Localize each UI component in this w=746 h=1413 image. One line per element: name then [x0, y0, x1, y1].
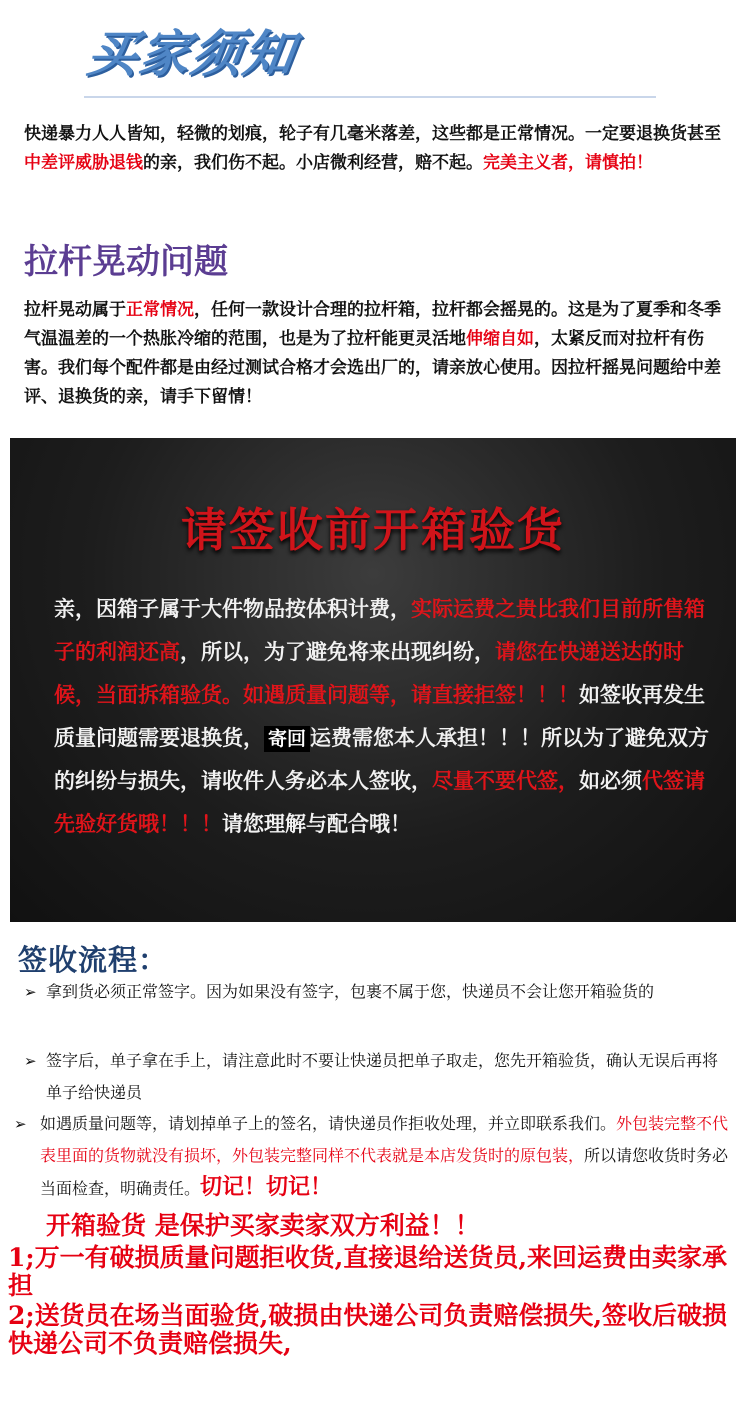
process-step-text: 如遇质量问题等，请划掉单子上的签名，请快递员作拒收处理，并立即联系我们。 — [40, 1114, 617, 1133]
title-divider — [84, 96, 656, 98]
process-step — [24, 976, 726, 1008]
banner-highlight: 尽量不要代签， — [432, 769, 579, 793]
banner-text: ，所以，为了避免将来出现纠纷， — [180, 640, 495, 664]
page-title: 买家须知 — [83, 25, 300, 83]
banner-text: 运费需您本人承担！！！所以为了避免双方的纠纷与损失，请收件人务必本人签收， — [54, 726, 710, 793]
intro-paragraph — [24, 120, 724, 178]
section-heading-handle: 拉杆晃动问题 — [24, 242, 228, 282]
process-step-text: 签字后，单子拿在手上，请注意此时不要让快递员把单子取走，您先开箱验货，确认无误后再将单子给快递员 — [46, 1051, 719, 1102]
inspection-banner — [10, 438, 736, 922]
arrow-bullet-icon: ➢ — [24, 983, 37, 1001]
intro-text: 快递暴力人人皆知，轻微的划痕，轮子有几毫米落差，这些都是正常情况。一定要退换货甚至 — [24, 124, 721, 144]
warning-text: 切记！切记！ — [200, 1175, 333, 1200]
handle-highlight: 伸缩自如 — [466, 329, 534, 349]
banner-highlight: 实际运费之贵比我们目前所售箱子的利润还高 — [54, 597, 705, 664]
process-step-highlight: 外包装完整不代表里面的货物就没有损坏，外包装完整同样不代表就是本店发货时的原包装， — [40, 1114, 729, 1165]
handle-text: ，任何一款设计合理的拉杆箱，拉杆都会摇晃的。这是为了夏季和冬季气温温差的一个热胀冷缩的范围，也是为了拉杆能更灵活地 — [24, 300, 721, 349]
process-step — [14, 1108, 740, 1205]
banner-highlight: 请您在快递送达的时候，当面拆箱验货。如遇质量问题等，请直接拒签！！！ — [54, 640, 684, 707]
handle-paragraph — [24, 296, 734, 412]
footer-notice: 开箱验货 是保护买家卖家双方利益！！ — [46, 1211, 480, 1240]
process-step-text: 拿到货必须正常签字。因为如果没有签字，包裹不属于您，快递员不会让您开箱验货的 — [46, 982, 655, 1001]
process-step — [24, 1045, 726, 1109]
banner-text: 亲，因箱子属于大件物品按体积计费， — [54, 597, 411, 621]
section-heading-process: 签收流程： — [18, 943, 169, 977]
banner-title: 请签收前开箱验货 — [181, 503, 565, 557]
process-step-text: 所以请您收货时务必当面检查，明确责任。 — [40, 1146, 729, 1198]
banner-text: 如签收再发生质量问题需要退换货， — [54, 683, 705, 750]
footer-rule-2: 2;送货员在场当面验货,破损由快递公司负责赔偿损失,签收后破损快递公司不负责赔偿损失, — [8, 1301, 728, 1358]
banner-text: 如必须 — [579, 769, 642, 793]
arrow-bullet-icon: ➢ — [14, 1115, 27, 1133]
return-stamp: 寄回 — [264, 726, 310, 752]
banner-text: 请您理解与配合哦！ — [222, 812, 411, 836]
banner-highlight: 代签请先验好货哦！！！ — [54, 769, 705, 836]
intro-highlight: 中差评威胁退钱 — [24, 153, 143, 173]
intro-text: 的亲，我们伤不起。小店微利经营，赔不起。 — [143, 153, 483, 173]
handle-text: ，太紧反而对拉杆有伤害。我们每个配件都是由经过测试合格才会选出厂的，请亲放心使用。因拉杆摇晃问题给中差评、退换货的亲，请手下留情！ — [24, 329, 721, 407]
footer-rule-1: 1;万一有破损质量问题拒收货,直接退给送货员,来回运费由卖家承担 — [8, 1243, 728, 1300]
handle-highlight: 正常情况 — [126, 300, 194, 320]
intro-highlight: 完美主义者，请慎拍！ — [483, 153, 653, 173]
arrow-bullet-icon: ➢ — [24, 1052, 37, 1070]
handle-text: 拉杆晃动属于 — [24, 300, 126, 320]
banner-paragraph — [54, 588, 714, 846]
